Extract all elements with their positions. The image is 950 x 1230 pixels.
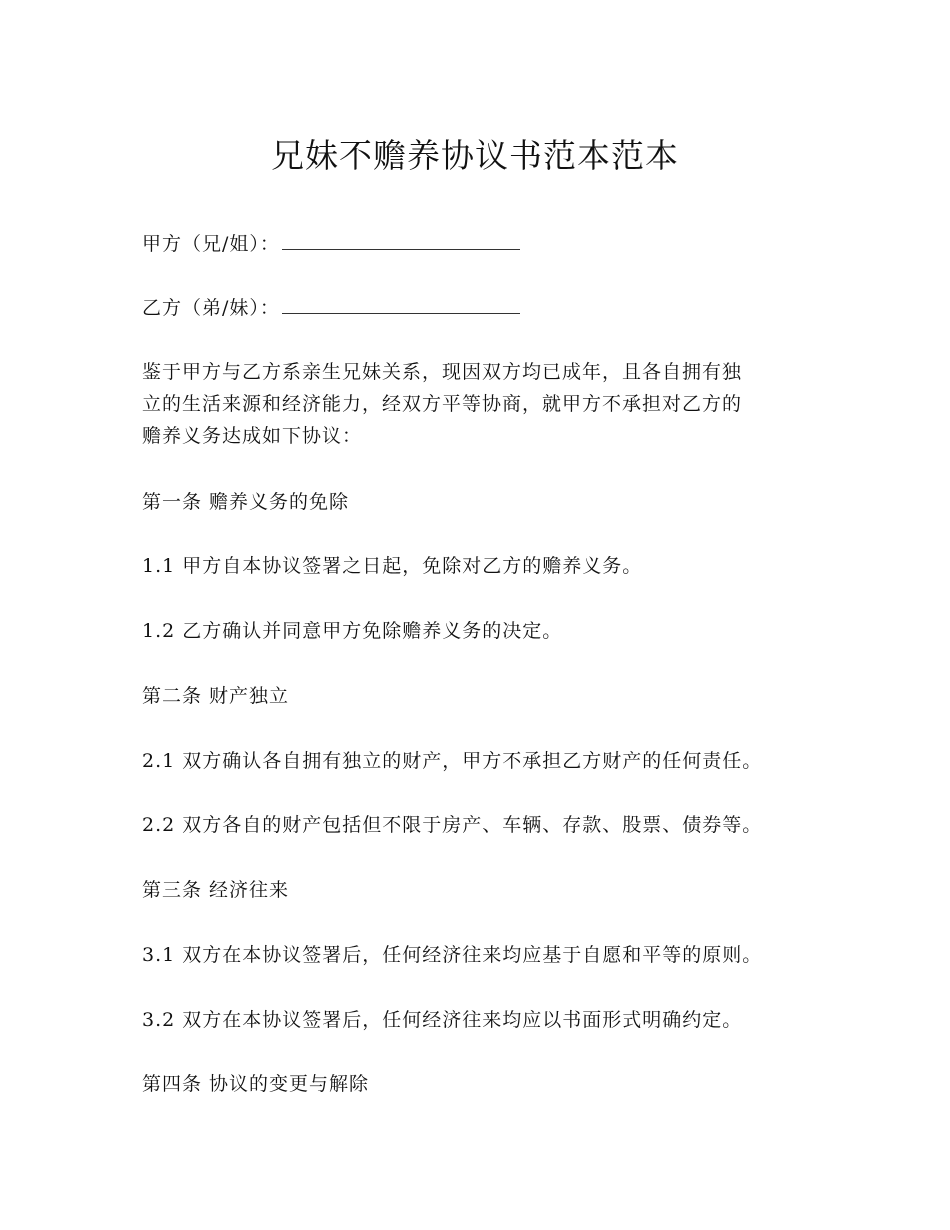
- clause-1-2: 1.2 乙方确认并同意甲方免除赡养义务的决定。: [142, 620, 563, 642]
- preamble-paragraph: [142, 356, 812, 452]
- party-b-blank-field: [282, 293, 520, 314]
- clause-1-1: 1.1 甲方自本协议签署之日起，免除对乙方的赡养义务。: [142, 555, 643, 577]
- clause-3-1: 3.1 双方在本协议签署后，任何经济往来均应基于自愿和平等的原则。: [142, 944, 763, 966]
- preamble-line: 立的生活来源和经济能力，经双方平等协商，就甲方不承担对乙方的: [142, 393, 743, 415]
- party-b-label: 乙方（弟/妹）：: [142, 297, 280, 319]
- clause-2-2: 2.2 双方各自的财产包括但不限于房产、车辆、存款、股票、债券等。: [142, 814, 763, 836]
- party-b-line: [142, 292, 520, 324]
- article-1-heading: 第一条 赡养义务的免除: [142, 491, 350, 513]
- preamble-line: 鉴于甲方与乙方系亲生兄妹关系，现因双方均已成年，且各自拥有独: [142, 361, 743, 383]
- article-4-heading: 第四条 协议的变更与解除: [142, 1073, 370, 1095]
- party-a-blank-field: [282, 229, 520, 250]
- document-title: 兄妹不赡养协议书范本范本: [271, 136, 679, 175]
- clause-3-2: 3.2 双方在本协议签署后，任何经济往来均应以书面形式明确约定。: [142, 1009, 743, 1031]
- party-a-label: 甲方（兄/姐）：: [142, 233, 280, 255]
- article-3-heading: 第三条 经济往来: [142, 879, 290, 901]
- article-2-heading: 第二条 财产独立: [142, 685, 290, 707]
- clause-2-1: 2.1 双方确认各自拥有独立的财产，甲方不承担乙方财产的任何责任。: [142, 750, 763, 772]
- preamble-line: 赡养义务达成如下协议：: [142, 425, 363, 447]
- party-a-line: [142, 228, 520, 260]
